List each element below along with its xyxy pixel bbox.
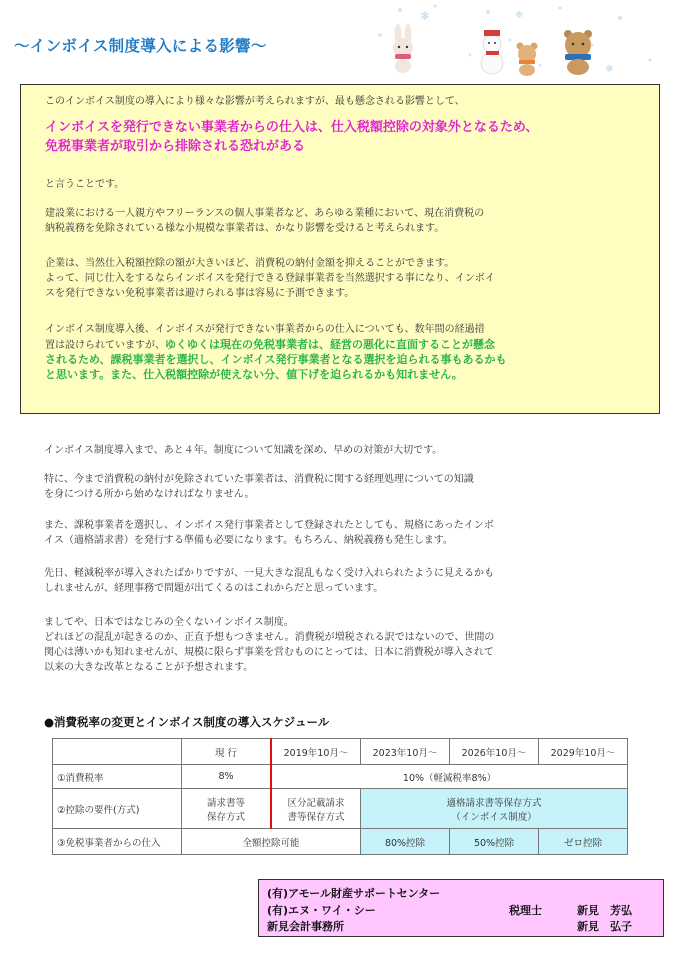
body-para4-line2: しれませんが、経理事務で問題が出てくるのはこれからだと思っています。 [44,583,384,594]
body-para5-line2: どれほどの混乱が起きるのか、正直予想もつきません。消費税が増税される訳ではないので、世間の [44,632,495,643]
header-cell: 2023年10月～ [361,739,450,765]
table-cell: 8% [182,765,272,789]
signature-company-1: (有)アモール財産サポートセンター [267,887,441,900]
body-para4-line1: 先日、軽減税率が導入されたばかりですが、一見大きな混乱もなく受け入れられたように見えるかも [44,568,494,579]
header-cell: 2019年10月～ [271,739,361,765]
table-header-row [53,739,628,765]
table-cell: 請求書等 保存方式 [182,789,272,829]
body-para3-line2: イス（適格請求書）を発行する準備も必要になります。もちろん、納税義務も発生します。 [44,535,453,546]
schedule-title: ●消費税率の変更とインボイス制度の導入スケジュール [44,715,330,729]
highlight-line-1: インボイスを発行できない事業者からの仕入は、仕入税額控除の対象外となるため、 [45,120,539,135]
body-para1: インボイス制度導入まで、あと４年。制度について知識を深め、早めの対策が大切です。 [44,445,443,456]
schedule-table [52,738,628,855]
winter-animals-illustration [360,0,660,80]
table-row [53,765,628,789]
row-label: ①消費税率 [53,765,182,789]
box-para5-line1: インボイス制度導入後、インボイスが発行できない事業者からの仕入についても、数年間の経過措 [45,324,485,335]
header-cell: 2029年10月～ [539,739,628,765]
table-row [53,789,628,829]
table-cell: 80%控除 [361,829,450,855]
box-para4-line2: よって、同じ仕入をするならインボイスを発行できる登録事業者を当然選択する事になり、インボイ [45,273,495,284]
box-para4-line1: 企業は、当然仕入税額控除の額が大きいほど、消費税の納付金額を抑えることができます。 [45,258,455,269]
signature-company-3: 新見会計事務所 [267,920,344,933]
body-para5-line1: ましてや、日本ではなじみの全くないインボイス制度。 [44,617,294,628]
table-row [53,829,628,855]
row-label: ②控除の要件(方式) [53,789,182,829]
box-para3-line1: 建設業における一人親方やフリーランスの個人事業者など、あらゆる業種において、現在消費税の [45,208,485,219]
header-cell: 現 行 [182,739,272,765]
table-cell: 全額控除可能 [182,829,361,855]
big-bear-icon [564,30,592,75]
page-title: ～インボイス制度導入による影響～ [14,37,267,55]
box-intro: このインボイス制度の導入により様々な影響が考えられますが、最も懸念される影響として、 [45,96,465,107]
table-cell: 50%控除 [450,829,539,855]
snowman-icon [481,30,503,74]
box-para4-line3: スを発行できない免税事業者は避けられる事は容易に予測できます。 [45,288,355,299]
impact-box [20,84,660,414]
signature-box [258,879,664,937]
svg-text:❄: ❄ [420,9,431,23]
header-cell: 2026年10月～ [450,739,539,765]
box-para3-line2: 納税義務を免除されている様な小規模な事業者は、かなり影響を受けると考えられます。 [45,223,445,234]
signature-name-1: 新見 芳弘 [577,904,632,917]
body-para2-line1: 特に、今まで消費税の納付が免除されていた事業者は、消費税に関する経理処理についての知識 [44,474,474,485]
body-para5-line3: 関心は薄いかも知れませんが、規模に限らず事業を営むものにとっては、日本に消費税が導入されて [44,647,494,658]
table-cell: 区分記載請求 書等保存方式 [271,789,361,829]
table-cell: 適格請求書等保存方式 （インボイス制度） [361,789,628,829]
rabbit-icon [393,24,413,73]
box-para5-line4: と思います。また、仕入税額控除が使えない分、値下げを迫られるかも知れません。 [45,368,463,381]
table-cell: 10%（軽減税率8%） [271,765,628,789]
box-conclusion: と言うことです。 [45,179,125,190]
highlight-line-2: 免税事業者が取引から排除される恐れがある [45,139,306,154]
body-para5-line4: 以来の大きな改革となることが予想されます。 [44,662,254,673]
body-para2-line2: を身につける所から始めなければなりません。 [44,489,255,500]
table-cell: ゼロ控除 [539,829,628,855]
signature-role: 税理士 [509,904,542,917]
bear-icon [517,43,538,77]
header-cell [53,739,182,765]
box-para5-line3: されるため、課税事業者を選択し、インボイス発行事業者となる選択を迫られる事もあるかも [45,353,507,366]
box-para5-line2: 置は設けられていますが、ゆくゆくは現在の免税事業者は、経営の悪化に直面することが懸念 [45,338,495,351]
signature-company-2: (有)エヌ・ワイ・シー [267,904,376,917]
row-label: ③免税事業者からの仕入 [53,829,182,855]
svg-text:❄: ❄ [605,64,614,75]
signature-name-2: 新見 弘子 [577,920,632,933]
green-highlight: ゆくゆくは現在の免税事業者は、経営の悪化に直面することが懸念 [165,338,495,351]
svg-text:❄: ❄ [515,10,524,21]
body-para3-line1: また、課税事業者を選択し、インボイス発行事業者として登録されたとしても、規格にあったインボ [44,520,494,531]
